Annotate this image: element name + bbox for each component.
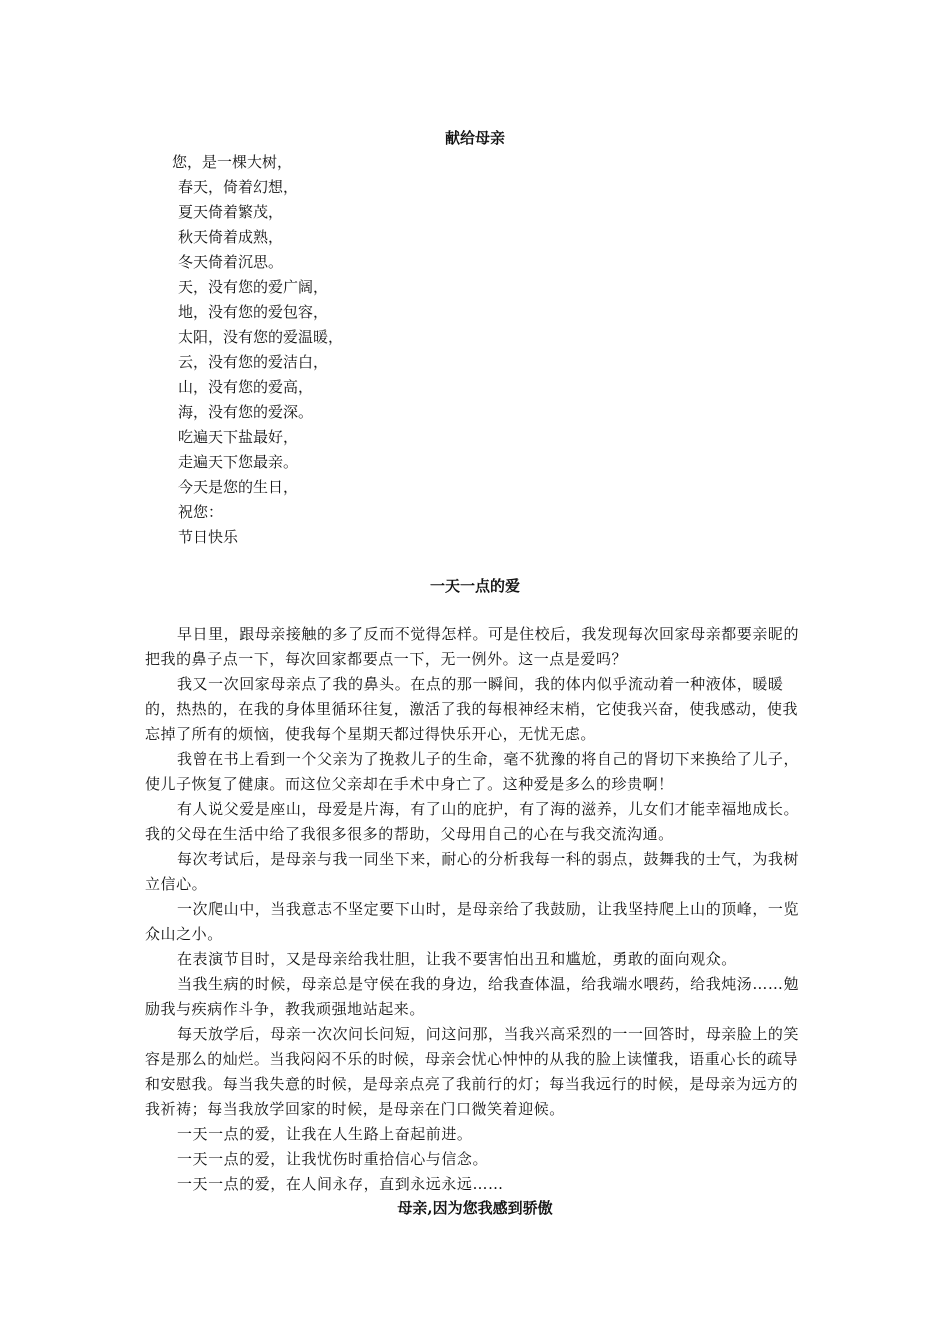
poem-line: 春天，倚着幻想， [178, 178, 299, 196]
essay-paragraph: 当我生病的时候，母亲总是守侯在我的身边，给我查体温，给我端水喂药，给我炖汤……勉励我与疾病作斗争，教我顽强地站起来。 [145, 975, 800, 1018]
essay-paragraph: 每天放学后，母亲一次次问长问短，问这问那，当我兴高采烈的一一回答时，母亲脸上的笑容是那么的灿烂。当我闷闷不乐的时候，母亲会忧心忡忡的从我的脸上读懂我，语重心长的疏导和安慰我。每当我失意的时候，是母亲点亮了我前行的灯；每当我远行的时候，是母亲为远方的我祈祷；每当我放学回家的时候，是母亲在门口微笑着迎候。 [145, 1025, 800, 1118]
third-section-title: 母亲,因为您我感到骄傲 [397, 1199, 553, 1217]
essay-paragraph: 有人说父爱是座山，母爱是片海，有了山的庇护，有了海的滋养，儿女们才能幸福地成长。我的父母在生活中给了我很多很多的帮助，父母用自己的心在与我交流沟通。 [145, 800, 800, 843]
essay-paragraph: 每次考试后，是母亲与我一同坐下来，耐心的分析我每一科的弱点，鼓舞我的士气，为我树立信心。 [145, 850, 800, 893]
poem-body [172, 150, 572, 550]
poem-line: 太阳，没有您的爱温暖， [178, 328, 344, 346]
poem-line: 地，没有您的爱包容， [178, 303, 329, 321]
essay-paragraph: 一天一点的爱，让我忧伤时重拾信心与信念。 [177, 1150, 489, 1168]
poem-line: 天，没有您的爱广阔， [178, 278, 329, 296]
poem-line: 秋天倚着成熟， [178, 228, 284, 246]
poem-line: 吃遍天下盐最好， [178, 428, 299, 446]
essay-paragraph: 早日里，跟母亲接触的多了反而不觉得怎样。可是住校后，我发现每次回家母亲都要亲昵的把我的鼻子点一下，每次回家都要点一下，无一例外。这一点是爱吗？ [145, 625, 800, 668]
poem-line: 节日快乐 [178, 528, 239, 546]
poem-line: 云，没有您的爱洁白， [178, 353, 329, 371]
essay-title: 一天一点的爱 [429, 577, 520, 595]
poem-line: 山，没有您的爱高， [178, 378, 314, 396]
essay-paragraph: 一天一点的爱，让我在人生路上奋起前进。 [177, 1125, 473, 1143]
essay-paragraph: 在表演节目时，又是母亲给我壮胆，让我不要害怕出丑和尴尬，勇敢的面向观众。 [177, 950, 737, 968]
poem-line: 夏天倚着繁茂， [178, 203, 284, 221]
poem-line: 冬天倚着沉思。 [178, 253, 284, 271]
essay-paragraph: 我又一次回家母亲点了我的鼻头。在点的那一瞬间，我的体内似乎流动着一种液体，暖暖的，热热的，在我的身体里循环往复，激活了我的每根神经末梢，它使我兴奋，使我感动，使我忘掉了所有的烦恼，使我每个星期天都过得快乐开心，无忧无虑。 [145, 675, 799, 743]
essay-paragraph: 一天一点的爱，在人间永存，直到永远永远…… [177, 1175, 504, 1193]
essay-body [145, 622, 810, 1197]
essay-paragraph: 一次爬山中，当我意志不坚定要下山时，是母亲给了我鼓励，让我坚持爬上山的顶峰，一览众山之小。 [145, 900, 800, 943]
poem-line: 祝您： [178, 503, 224, 521]
poem-title: 献给母亲 [444, 129, 505, 147]
poem-line: 今天是您的生日， [178, 478, 299, 496]
poem-line: 您，是一棵大树， [172, 153, 293, 171]
essay-paragraph: 我曾在书上看到一个父亲为了挽救儿子的生命，毫不犹豫的将自己的肾切下来换给了儿子，使儿子恢复了健康。而这位父亲却在手术中身亡了。这种爱是多么的珍贵啊！ [145, 750, 800, 793]
poem-line: 海，没有您的爱深。 [178, 403, 314, 421]
poem-line: 走遍天下您最亲。 [178, 453, 299, 471]
